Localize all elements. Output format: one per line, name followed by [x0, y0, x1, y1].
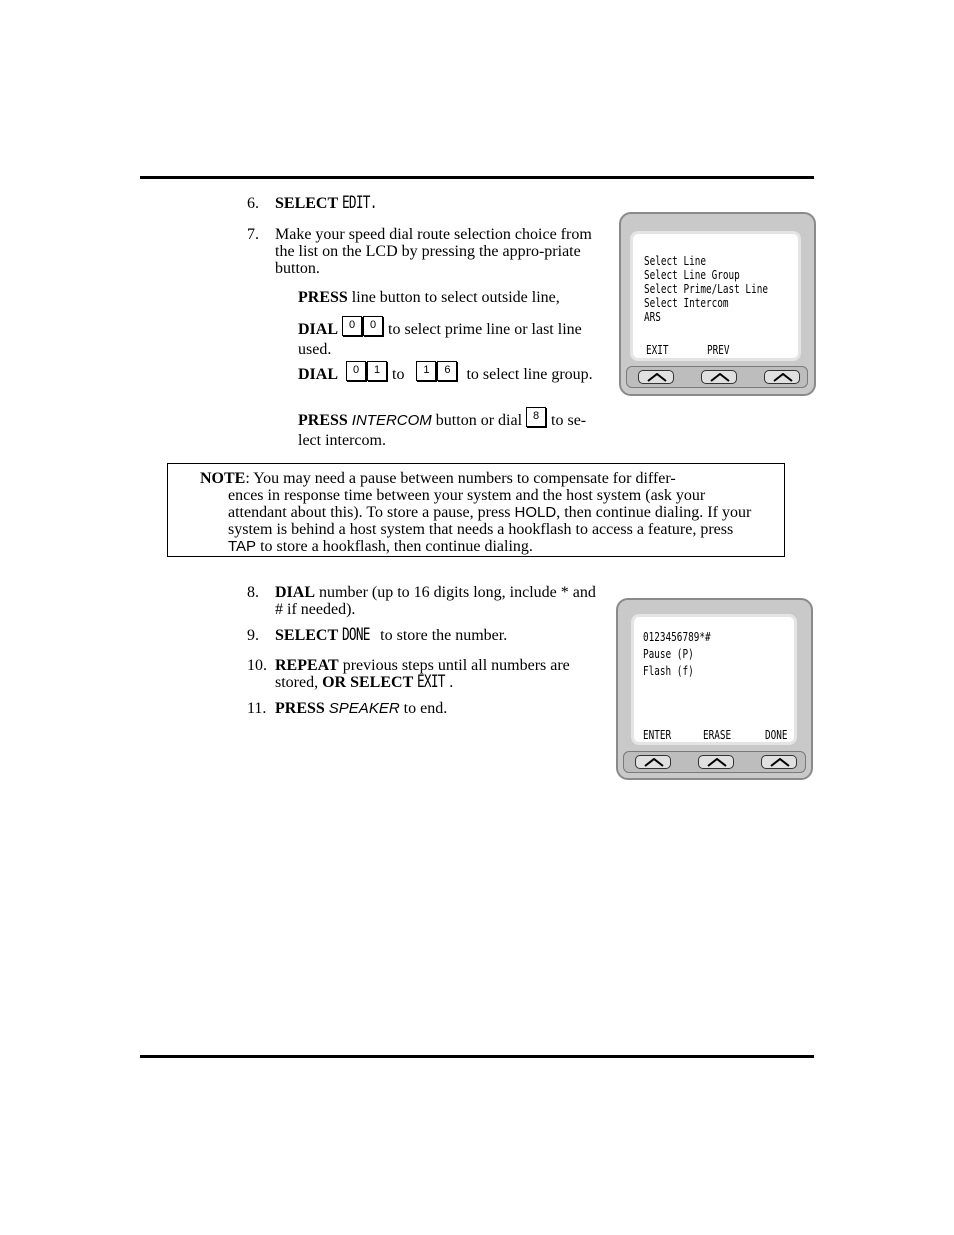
chevron-up-icon [644, 758, 664, 767]
softkey-1-button[interactable] [635, 755, 671, 769]
softkey-bar [623, 751, 806, 773]
key-0-icon: 0 [363, 316, 383, 336]
lcd-label-done: DONE [342, 625, 370, 645]
softkey-3-button[interactable] [761, 755, 797, 769]
lcd-screen: 0123456789*# Pause (P) Flash (f) ENTER ERASE DONE [631, 614, 797, 745]
lcd-label-exit: EXIT [417, 672, 445, 692]
note-box: NOTE: You may need a pause between numbers to compensate for differ- ences in response time between your system and the host system (ask your attendant about this). To store a pause, press HOLD, then continue dialing. If your system is behind a host system that needs a hookflash to access a feature, press TAP to store a hookflash, then continue dialing. [167, 463, 785, 557]
softkey-label-enter: ENTER [643, 728, 672, 742]
chevron-up-icon [770, 758, 790, 767]
step-7-dial-00: DIAL 0 0 to select prime line or last line used. [298, 322, 608, 357]
softkey-label-prev: PREV [707, 343, 730, 357]
lcd-screen: Select Line Select Line Group Select Prime/Last Line Select Intercom ARS EXIT PREV [630, 231, 801, 361]
chevron-up-icon [773, 373, 793, 382]
lcd-label-edit: EDIT. [342, 193, 377, 213]
key-0-icon: 0 [342, 316, 362, 336]
chevron-up-icon [710, 373, 730, 382]
key-8-icon: 8 [526, 407, 546, 427]
phone-display-2 [616, 598, 813, 780]
step-7-press-intercom: PRESS INTERCOM button or dial 8 to se-lect intercom. [298, 413, 608, 448]
softkey-label-exit: EXIT [646, 343, 669, 357]
key-1-icon: 1 [367, 361, 387, 381]
softkey-label-done: DONE [765, 728, 788, 742]
key-1-icon: 1 [416, 361, 436, 381]
phone-display-1 [619, 212, 816, 396]
chevron-up-icon [707, 758, 727, 767]
key-0-icon: 0 [346, 361, 366, 381]
softkey-3-button[interactable] [764, 370, 800, 384]
softkey-2-button[interactable] [701, 370, 737, 384]
softkey-2-button[interactable] [698, 755, 734, 769]
softkey-label-erase: ERASE [703, 728, 732, 742]
softkey-1-button[interactable] [638, 370, 674, 384]
step-7-dial-01-16: DIAL 0 1 to 1 6 to select line group. [298, 367, 608, 387]
bottom-rule [140, 1055, 814, 1058]
key-6-icon: 6 [437, 361, 457, 381]
top-rule [140, 176, 814, 179]
softkey-bar [626, 366, 808, 388]
chevron-up-icon [647, 373, 667, 382]
step-7-press-line: PRESS line button to select outside line, [298, 289, 560, 306]
